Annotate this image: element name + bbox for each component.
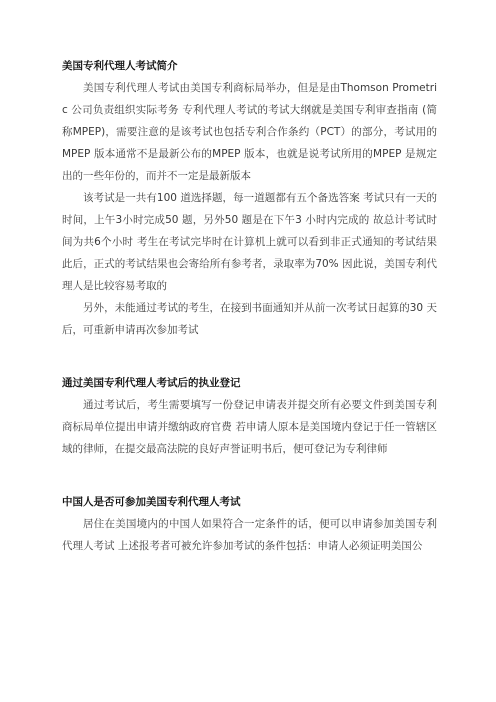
paragraph-registration: 通过考试后，考生需要填写一份登记申请表并提交所有必要文件到美国专利商标局单位提出申请并缴纳政府官费 若申请人原本是美国境内登记于任一管辖区域的律师，在提交最高法院的良好声誉证明书后，便可登记为专利律师 <box>62 399 437 455</box>
paragraph-exam-format: 该考试是一共有100 道选择题，每一道题都有五个备选答案 考试只有一天的时间，上午3小时完成50 题，另外50 题是在下午3 小时内完成的 故总计考试时间为共6个小时 考生在考试完毕时在计算机上就可以看到非正式通知的考试结果 此后，正式的考试结果也会寄给所有参考者，录取率为70% 因此说，美国专利代理人是比较容易考取的 <box>62 192 437 292</box>
section-title-chinese-eligibility: 中国人是否可参加美国专利代理人考试 <box>62 496 241 508</box>
document-body <box>62 58 437 557</box>
paragraph-exam-organizer: 美国专利代理人考试由美国专利商标局举办，但是是由Thomson Prometric 公司负责组织实际考务 专利代理人考试的考试大纲就是美国专利审查指南 (简称MPEP)，需要注意的是该考试也包括专利合作条约（PCT）的部分，考试用的MPEP 版本通常不是最新公布的MPEP 版本，也就是说考试所用的MPEP 是规定出的一些年份的，而并不一定是最新版本 <box>62 82 437 182</box>
paragraph-retake: 另外，未能通过考试的考生，在接到书面通知并从前一次考试日起算的30 天后，可重新申请再次参加考试 <box>62 302 437 336</box>
paragraph-eligibility: 居住在美国境内的中国人如果符合一定条件的话，便可以申请参加美国专利代理人考试 上述报考者可被允许参加考试的条件包括：申请人必须证明美国公 <box>62 518 437 552</box>
section-title-exam-intro: 美国专利代理人考试简介 <box>62 60 178 72</box>
section-title-registration: 通过美国专利代理人考试后的执业登记 <box>62 377 241 389</box>
